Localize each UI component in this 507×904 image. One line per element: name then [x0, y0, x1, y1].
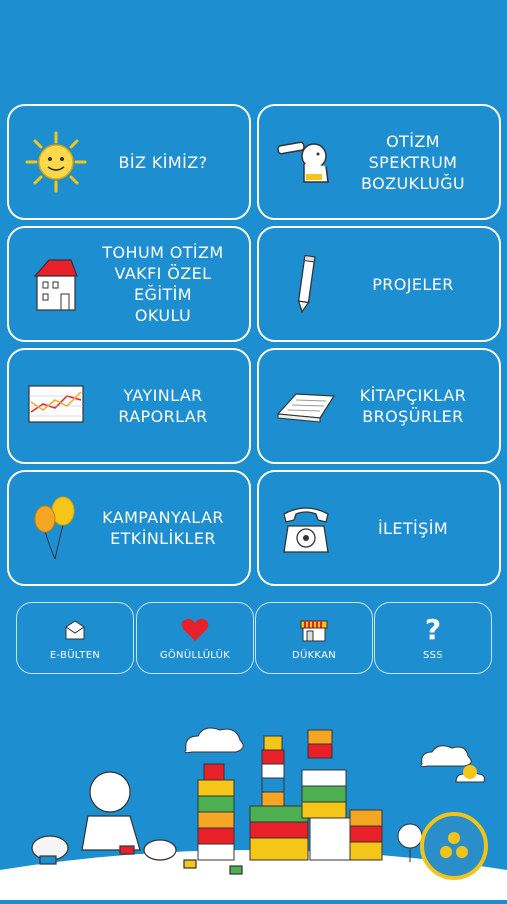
envelope-icon — [64, 616, 86, 644]
report-chart-icon — [21, 371, 91, 441]
dukkan-label: DÜKKAN — [291, 649, 337, 661]
dots-menu-icon — [434, 826, 474, 866]
sun-icon — [21, 127, 91, 197]
tile-kampanyalar-etkinlikler[interactable] — [7, 470, 251, 586]
telephone-icon — [271, 493, 341, 563]
tile-label: KAMPANYALAR ETKİNLİKLER — [102, 508, 224, 548]
city-illustration — [0, 720, 507, 900]
tile-tohum-okulu[interactable] — [7, 226, 251, 342]
tile-iletisim[interactable] — [257, 470, 501, 586]
booklet-icon — [271, 371, 341, 441]
tile-label: PROJELER — [372, 274, 454, 294]
tile-label: TOHUM OTİZM VAKFI ÖZEL EĞİTİM OKULU — [102, 243, 224, 325]
tile-projeler[interactable] — [257, 226, 501, 342]
tile-otizm-spektrum[interactable] — [257, 104, 501, 220]
e-bulten-label: E-BÜLTEN — [49, 649, 101, 661]
gonulluluk-label: GÖNÜLLÜLÜK — [159, 649, 231, 661]
shop-icon — [299, 616, 329, 644]
tile-label: BİZ KİMİZ? — [118, 152, 208, 172]
dukkan-button[interactable] — [255, 602, 373, 674]
pencil-icon — [271, 249, 341, 319]
balloons-icon — [21, 493, 91, 563]
tile-label: YAYINLAR RAPORLAR — [118, 386, 208, 426]
sss-label: SSS — [423, 649, 443, 661]
tile-kitapciklar-brosurler[interactable] — [257, 348, 501, 464]
e-bulten-button[interactable] — [16, 602, 134, 674]
heart-icon — [180, 616, 210, 644]
house-icon — [21, 249, 91, 319]
gonulluluk-button[interactable] — [136, 602, 254, 674]
telescope-boy-icon — [271, 127, 341, 197]
tile-label: OTİZM SPEKTRUM BOZUKLUĞU — [361, 131, 465, 193]
menu-fab-button[interactable] — [420, 812, 488, 880]
question-icon: ? — [424, 613, 442, 646]
tile-biz-kimiz[interactable] — [7, 104, 251, 220]
tile-label: İLETİŞİM — [377, 518, 449, 538]
tile-yayinlar-raporlar[interactable] — [7, 348, 251, 464]
sss-button[interactable] — [374, 602, 492, 674]
tile-label: KİTAPÇIKLAR BROŞÜRLER — [359, 386, 467, 426]
